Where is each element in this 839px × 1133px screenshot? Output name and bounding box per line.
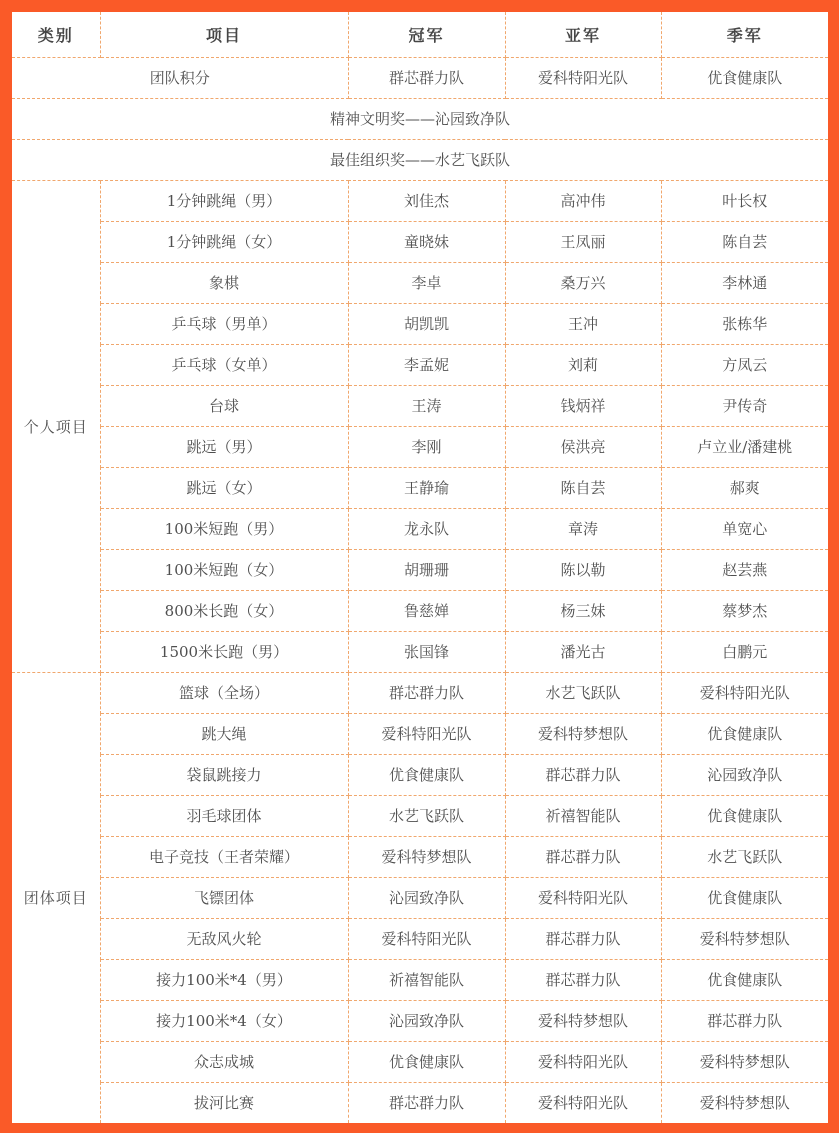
cell-champion: 刘佳杰 xyxy=(348,180,505,221)
cell-runner-up: 王凤丽 xyxy=(505,221,661,262)
cell-third: 方凤云 xyxy=(661,344,828,385)
event-row xyxy=(12,344,828,385)
cell-third: 优食健康队 xyxy=(661,795,828,836)
cell-category: 团体项目 xyxy=(12,672,100,1123)
cell-third: 沁园致净队 xyxy=(661,754,828,795)
cell-third: 优食健康队 xyxy=(661,57,828,98)
cell-award-text: 最佳组织奖——水艺飞跃队 xyxy=(12,139,828,180)
cell-runner-up: 祈禧智能队 xyxy=(505,795,661,836)
event-row xyxy=(12,1082,828,1123)
event-row xyxy=(12,590,828,631)
cell-champion: 群芯群力队 xyxy=(348,672,505,713)
event-row xyxy=(12,385,828,426)
event-row xyxy=(12,959,828,1000)
cell-third: 赵芸燕 xyxy=(661,549,828,590)
header-category: 类别 xyxy=(12,12,100,57)
cell-champion: 王静瑜 xyxy=(348,467,505,508)
cell-event: 1分钟跳绳（女） xyxy=(100,221,348,262)
header-event: 项目 xyxy=(100,12,348,57)
cell-event: 1500米长跑（男） xyxy=(100,631,348,672)
cell-runner-up: 群芯群力队 xyxy=(505,959,661,1000)
cell-event: 无敌风火轮 xyxy=(100,918,348,959)
cell-champion: 张国锋 xyxy=(348,631,505,672)
cell-champion: 水艺飞跃队 xyxy=(348,795,505,836)
cell-third: 尹传奇 xyxy=(661,385,828,426)
cell-runner-up: 杨三妹 xyxy=(505,590,661,631)
cell-event: 接力100米*4（男） xyxy=(100,959,348,1000)
cell-event: 乒乓球（男单） xyxy=(100,303,348,344)
cell-third: 叶长权 xyxy=(661,180,828,221)
cell-event: 电子竞技（王者荣耀） xyxy=(100,836,348,877)
cell-event: 团队积分 xyxy=(12,57,348,98)
cell-event: 800米长跑（女） xyxy=(100,590,348,631)
cell-event: 象棋 xyxy=(100,262,348,303)
cell-third: 群芯群力队 xyxy=(661,1000,828,1041)
cell-event: 乒乓球（女单） xyxy=(100,344,348,385)
cell-champion: 沁园致净队 xyxy=(348,1000,505,1041)
cell-champion: 李刚 xyxy=(348,426,505,467)
event-row xyxy=(12,1000,828,1041)
cell-champion: 王涛 xyxy=(348,385,505,426)
cell-runner-up: 高冲伟 xyxy=(505,180,661,221)
cell-champion: 龙永队 xyxy=(348,508,505,549)
cell-champion: 胡凯凯 xyxy=(348,303,505,344)
event-row xyxy=(12,549,828,590)
cell-runner-up: 陈以勒 xyxy=(505,549,661,590)
cell-third: 蔡梦杰 xyxy=(661,590,828,631)
cell-third: 郝爽 xyxy=(661,467,828,508)
cell-third: 白鹏元 xyxy=(661,631,828,672)
event-row xyxy=(12,426,828,467)
cell-event: 跳大绳 xyxy=(100,713,348,754)
cell-runner-up: 群芯群力队 xyxy=(505,836,661,877)
cell-runner-up: 陈自芸 xyxy=(505,467,661,508)
cell-runner-up: 钱炳祥 xyxy=(505,385,661,426)
cell-event: 飞镖团体 xyxy=(100,877,348,918)
cell-award-text: 精神文明奖——沁园致净队 xyxy=(12,98,828,139)
cell-runner-up: 爱科特梦想队 xyxy=(505,713,661,754)
cell-event: 跳远（男） xyxy=(100,426,348,467)
event-row xyxy=(12,262,828,303)
cell-third: 爱科特梦想队 xyxy=(661,1082,828,1123)
event-row xyxy=(12,1041,828,1082)
award-row xyxy=(12,139,828,180)
results-table xyxy=(12,12,828,1123)
cell-runner-up: 群芯群力队 xyxy=(505,918,661,959)
event-row xyxy=(12,918,828,959)
cell-champion: 李孟妮 xyxy=(348,344,505,385)
cell-third: 优食健康队 xyxy=(661,877,828,918)
event-row xyxy=(12,836,828,877)
cell-third: 优食健康队 xyxy=(661,713,828,754)
cell-third: 爱科特梦想队 xyxy=(661,1041,828,1082)
event-row xyxy=(12,877,828,918)
cell-event: 袋鼠跳接力 xyxy=(100,754,348,795)
team-score-row xyxy=(12,57,828,98)
header-third: 季军 xyxy=(661,12,828,57)
cell-third: 李林通 xyxy=(661,262,828,303)
cell-third: 爱科特阳光队 xyxy=(661,672,828,713)
cell-champion: 爱科特梦想队 xyxy=(348,836,505,877)
cell-champion: 爱科特阳光队 xyxy=(348,918,505,959)
header-runner-up: 亚军 xyxy=(505,12,661,57)
cell-champion: 优食健康队 xyxy=(348,754,505,795)
cell-third: 优食健康队 xyxy=(661,959,828,1000)
cell-third: 张栋华 xyxy=(661,303,828,344)
cell-champion: 童晓妹 xyxy=(348,221,505,262)
cell-runner-up: 爱科特梦想队 xyxy=(505,1000,661,1041)
event-row xyxy=(12,303,828,344)
cell-champion: 优食健康队 xyxy=(348,1041,505,1082)
cell-runner-up: 爱科特阳光队 xyxy=(505,1082,661,1123)
cell-runner-up: 章涛 xyxy=(505,508,661,549)
cell-runner-up: 爱科特阳光队 xyxy=(505,877,661,918)
cell-event: 100米短跑（女） xyxy=(100,549,348,590)
cell-champion: 胡珊珊 xyxy=(348,549,505,590)
cell-runner-up: 侯洪亮 xyxy=(505,426,661,467)
cell-champion: 沁园致净队 xyxy=(348,877,505,918)
cell-category: 个人项目 xyxy=(12,180,100,672)
event-row xyxy=(12,467,828,508)
cell-runner-up: 潘光古 xyxy=(505,631,661,672)
event-row xyxy=(12,795,828,836)
event-row xyxy=(12,221,828,262)
cell-event: 羽毛球团体 xyxy=(100,795,348,836)
cell-champion: 群芯群力队 xyxy=(348,1082,505,1123)
cell-third: 水艺飞跃队 xyxy=(661,836,828,877)
cell-event: 篮球（全场） xyxy=(100,672,348,713)
cell-third: 单宽心 xyxy=(661,508,828,549)
event-row xyxy=(12,508,828,549)
cell-champion: 爱科特阳光队 xyxy=(348,713,505,754)
award-row xyxy=(12,98,828,139)
cell-event: 1分钟跳绳（男） xyxy=(100,180,348,221)
event-row xyxy=(12,180,828,221)
cell-third: 陈自芸 xyxy=(661,221,828,262)
cell-event: 众志成城 xyxy=(100,1041,348,1082)
header-champion: 冠军 xyxy=(348,12,505,57)
cell-event: 台球 xyxy=(100,385,348,426)
cell-champion: 鲁慈婵 xyxy=(348,590,505,631)
event-row xyxy=(12,754,828,795)
cell-event: 跳远（女） xyxy=(100,467,348,508)
cell-champion: 李卓 xyxy=(348,262,505,303)
cell-runner-up: 桑万兴 xyxy=(505,262,661,303)
cell-champion: 群芯群力队 xyxy=(348,57,505,98)
cell-runner-up: 爱科特阳光队 xyxy=(505,57,661,98)
cell-event: 拔河比赛 xyxy=(100,1082,348,1123)
cell-runner-up: 水艺飞跃队 xyxy=(505,672,661,713)
cell-runner-up: 王冲 xyxy=(505,303,661,344)
cell-event: 接力100米*4（女） xyxy=(100,1000,348,1041)
cell-third: 爱科特梦想队 xyxy=(661,918,828,959)
cell-runner-up: 刘莉 xyxy=(505,344,661,385)
event-row xyxy=(12,631,828,672)
header-row xyxy=(12,12,828,57)
cell-third: 卢立业/潘建桃 xyxy=(661,426,828,467)
event-row xyxy=(12,713,828,754)
cell-runner-up: 群芯群力队 xyxy=(505,754,661,795)
cell-runner-up: 爱科特阳光队 xyxy=(505,1041,661,1082)
event-row xyxy=(12,672,828,713)
cell-champion: 祈禧智能队 xyxy=(348,959,505,1000)
cell-event: 100米短跑（男） xyxy=(100,508,348,549)
results-table-body xyxy=(12,57,828,1123)
